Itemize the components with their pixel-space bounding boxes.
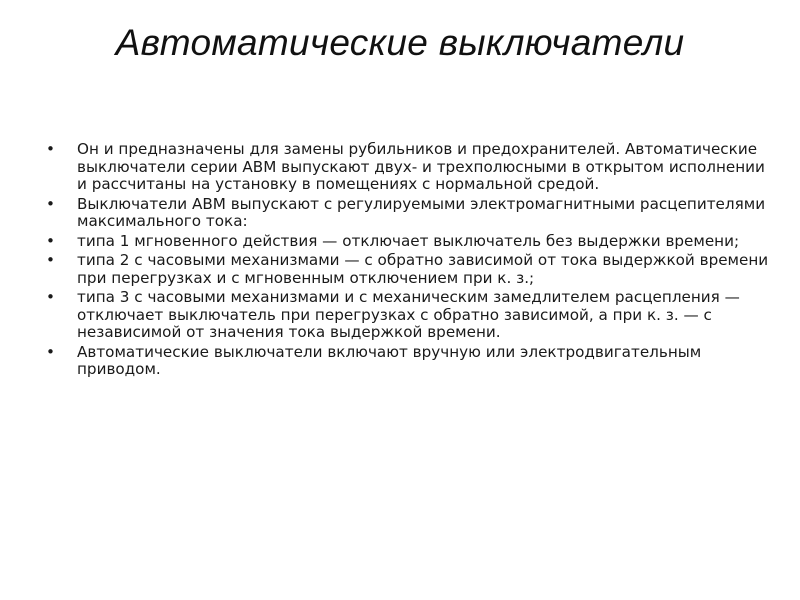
bullet-item [46, 233, 776, 251]
bullet-icon: • [46, 288, 55, 306]
bullet-text: Он и предназначены для замены рубильников и предохранителей. Автоматические выключатели серии АВМ выпускают двух- и трехполюсными в открытом исполнении и рассчитаны на установку в помещениях с нормальной средой. [77, 140, 765, 193]
bullet-icon: • [46, 194, 55, 213]
bullet-item [46, 289, 776, 342]
bullet-text: типа 1 мгновенного действия — отключает выключатель без выдержки времени; [77, 231, 740, 250]
bullet-icon: • [46, 251, 55, 269]
bullet-item [46, 344, 776, 379]
bullet-icon: • [46, 140, 55, 158]
bullet-text: типа 3 с часовыми механизмами и с механическим замедлителем расцепления — отключает выключатель при перегрузках с обратно зависимой, а при к. з. — с независимой от значения тока выдержкой времени. [77, 288, 740, 341]
bullet-text: типа 2 с часовыми механизмами — с обратно зависимой от тока выдержкой времени при перегрузках и с мгновенным отключением при к. з.; [77, 251, 769, 287]
bullet-item [46, 252, 776, 287]
bullet-text: Автоматические выключатели включают вручную или электродвигательным приводом. [77, 342, 702, 378]
bullet-icon: • [46, 231, 55, 250]
bullet-item [46, 196, 776, 231]
bullet-icon: • [46, 342, 55, 361]
slide-title: Автоматические выключатели [115, 22, 685, 63]
bullet-text: Выключатели АВМ выпускают с регулируемыми электромагнитными расцепителями максимального тока: [77, 194, 766, 230]
bullet-item [46, 141, 776, 194]
bullet-list [46, 141, 776, 381]
